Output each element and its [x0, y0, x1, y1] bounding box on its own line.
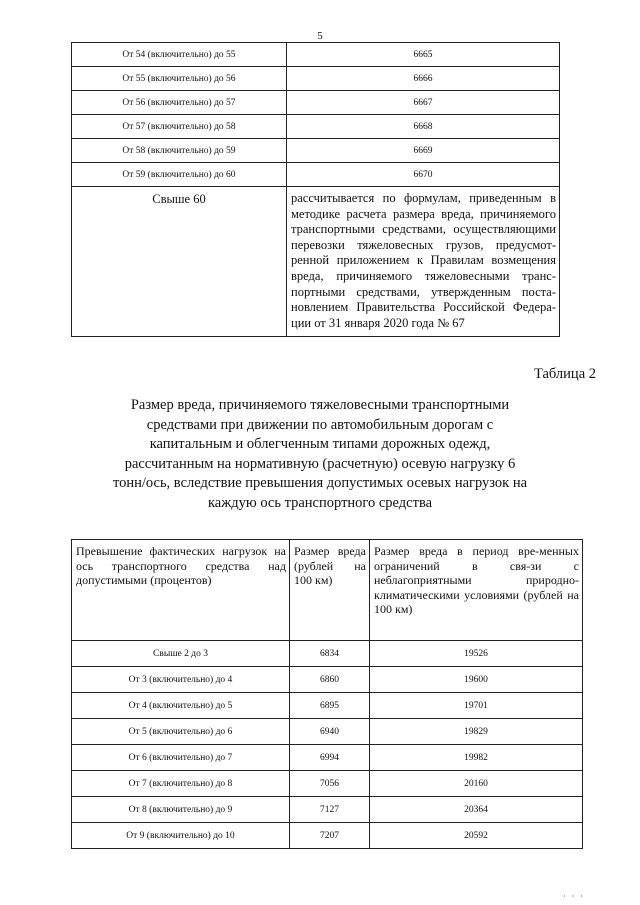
- table-1-continuation: [71, 42, 560, 337]
- table-cell-range: Свыше 2 до 3: [72, 641, 290, 667]
- scan-marks: · · ·: [563, 892, 585, 901]
- table-cell-value: 6834: [290, 641, 370, 667]
- table-cell-value-restricted: 20592: [370, 823, 583, 849]
- table-cell-range: От 56 (включительно) до 57: [72, 91, 287, 115]
- header-cell-damage: Размер вреда (рублей на 100 км): [290, 540, 370, 641]
- table-row: [72, 163, 560, 187]
- table-cell-range: От 57 (включительно) до 58: [72, 115, 287, 139]
- table-cell-value: 6670: [287, 163, 560, 187]
- table-label: Таблица 2: [533, 366, 596, 382]
- table-row: [72, 797, 583, 823]
- table-cell-range: От 59 (включительно) до 60: [72, 163, 287, 187]
- table-row: [72, 771, 583, 797]
- table-row: [72, 139, 560, 163]
- table-cell-value: 6667: [287, 91, 560, 115]
- table-row: [72, 719, 583, 745]
- table-row: [72, 91, 560, 115]
- table-cell-value: 6940: [290, 719, 370, 745]
- table-row: [72, 115, 560, 139]
- table-cell-range: От 8 (включительно) до 9: [72, 797, 290, 823]
- table-cell-value: 6669: [287, 139, 560, 163]
- table-cell-value-restricted: 19701: [370, 693, 583, 719]
- table-row: [72, 745, 583, 771]
- page-number: 5: [317, 30, 323, 42]
- table-cell-value: 6860: [290, 667, 370, 693]
- header-cell-damage-restricted: Размер вреда в период вре-менных ограничений в свя-зи с неблагоприятными природно-климатическими условиями (рублей на 100 км): [370, 540, 583, 641]
- table-cell-range: От 58 (включительно) до 59: [72, 139, 287, 163]
- table-cell-value: 7127: [290, 797, 370, 823]
- table-cell-value-restricted: 20160: [370, 771, 583, 797]
- table-cell-range: От 54 (включительно) до 55: [72, 43, 287, 67]
- table-cell-range: От 4 (включительно) до 5: [72, 693, 290, 719]
- table-header-row: [72, 540, 583, 641]
- table-2: [71, 539, 583, 849]
- table-row: [72, 67, 560, 91]
- table-cell-range: От 3 (включительно) до 4: [72, 667, 290, 693]
- table-row: [72, 641, 583, 667]
- table-title: Размер вреда, причиняемого тяжеловесными транспортными средствами при движении по автомобильным дорогам с капитальным и облегченным типами дорожных одежд, рассчитанным на нормативную (расчетную) осевую нагрузку 6 тонн/ось, вследствие превышения допустимых осевых нагрузок на каждую ось транспортного средства: [112, 397, 528, 511]
- table-cell-value: 6895: [290, 693, 370, 719]
- table-cell-value-restricted: 19526: [370, 641, 583, 667]
- table-cell-value: 6668: [287, 115, 560, 139]
- table-row: [72, 823, 583, 849]
- table-cell-value-restricted: 19829: [370, 719, 583, 745]
- table-cell-range: От 55 (включительно) до 56: [72, 67, 287, 91]
- table-cell-value: 7207: [290, 823, 370, 849]
- table-row-over-60: [72, 187, 560, 337]
- table-cell-value: 6994: [290, 745, 370, 771]
- table-cell-range: От 9 (включительно) до 10: [72, 823, 290, 849]
- table-row: [72, 43, 560, 67]
- table-row: [72, 693, 583, 719]
- table-cell-note: рассчитывается по формулам, приведенным в методике расчета размера вреда, причиняемого транспортными средствами, осуществляющими перевозки тяжеловесных грузов, предусмот-ренной приложением к Правилам возмещения вреда, причиняемого тяжеловесными транс-портными средствами, утвержденным поста-новлением Правительства Российской Федера-ции от 31 января 2020 года № 67: [287, 187, 560, 337]
- table-cell-value: 7056: [290, 771, 370, 797]
- table-cell-value-restricted: 19600: [370, 667, 583, 693]
- table-cell-range: От 7 (включительно) до 8: [72, 771, 290, 797]
- table-cell-range: От 6 (включительно) до 7: [72, 745, 290, 771]
- table-cell-value: 6665: [287, 43, 560, 67]
- table-cell-range: Свыше 60: [72, 187, 287, 337]
- table-cell-value-restricted: 20364: [370, 797, 583, 823]
- table-cell-range: От 5 (включительно) до 6: [72, 719, 290, 745]
- table-cell-value: 6666: [287, 67, 560, 91]
- table-row: [72, 667, 583, 693]
- header-cell-excess: Превышение фактических нагрузок на ось транспортного средства над допустимыми (процентов): [72, 540, 290, 641]
- table-cell-value-restricted: 19982: [370, 745, 583, 771]
